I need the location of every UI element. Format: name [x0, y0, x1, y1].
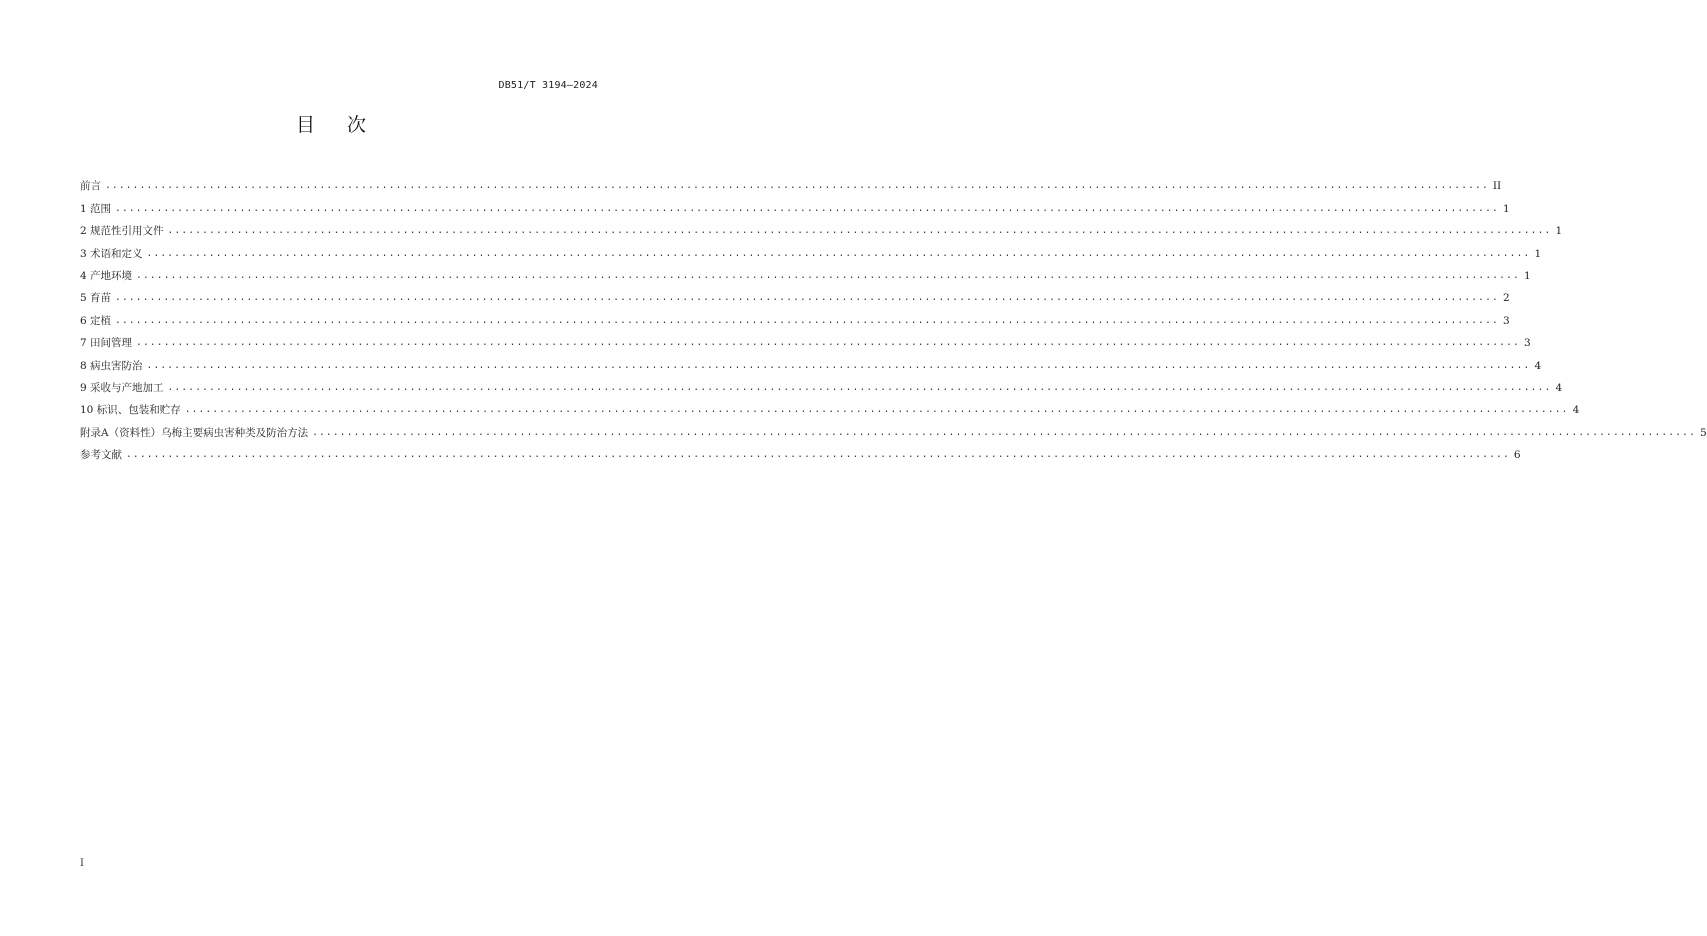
toc-entry-page: 5 [1700, 426, 1707, 439]
toc-entry-page: 2 [1502, 292, 1510, 305]
toc-list [80, 171, 1707, 462]
toc-entry-label: 附录A（资料性）乌梅主要病虫害种类及防治方法 [80, 426, 309, 439]
toc-entry-page: 4 [1534, 359, 1542, 372]
toc-entry-label: 7 田间管理 [80, 337, 133, 350]
toc-leader-dots: ........................................................................................................................................................................................................ [184, 404, 1569, 416]
toc-entry-page: 1 [1523, 269, 1531, 282]
toc-entry-bibliography[interactable] [80, 440, 1521, 462]
toc-entry-foreword[interactable] [80, 171, 1502, 193]
toc-leader-dots: ........................................................................................................................................................................................................ [312, 426, 1696, 438]
toc-entry-page: 3 [1502, 314, 1510, 327]
toc-leader-dots: ........................................................................................................................................................................................................ [115, 202, 1499, 214]
toc-entry-page: 4 [1572, 404, 1580, 417]
toc-entry-field-management[interactable] [80, 328, 1531, 350]
document-code: DB51/T 3194—2024 [498, 80, 598, 91]
toc-entry-page: 3 [1523, 337, 1531, 350]
toc-entry-page: II [1492, 180, 1502, 193]
toc-entry-normative-references[interactable] [80, 216, 1563, 238]
toc-entry-label: 参考文献 [80, 449, 122, 462]
toc-entry-seedling[interactable] [80, 283, 1510, 305]
toc-entry-label: 6 定植 [80, 314, 112, 327]
toc-entry-label: 前言 [80, 180, 101, 193]
toc-leader-dots: ........................................................................................................................................................................................................ [105, 180, 1489, 192]
toc-entry-label: 9 采收与产地加工 [80, 381, 164, 394]
toc-entry-harvest-processing[interactable] [80, 373, 1563, 395]
toc-entry-page: 1 [1555, 225, 1563, 238]
toc-entry-planting[interactable] [80, 305, 1510, 327]
toc-leader-dots: ........................................................................................................................................................................................................ [136, 269, 1520, 281]
toc-leader-dots: ........................................................................................................................................................................................................ [167, 225, 1552, 237]
toc-entry-production-environment[interactable] [80, 261, 1531, 283]
toc-leader-dots: ........................................................................................................................................................................................................ [136, 337, 1520, 349]
toc-leader-dots: ........................................................................................................................................................................................................ [115, 314, 1499, 326]
toc-entry-scope[interactable] [80, 193, 1510, 215]
toc-entry-pest-control[interactable] [80, 350, 1542, 372]
toc-entry-page: 1 [1534, 247, 1542, 260]
toc-entry-labeling-packaging-storage[interactable] [80, 395, 1580, 417]
toc-entry-terms-definitions[interactable] [80, 238, 1542, 260]
toc-leader-dots: ........................................................................................................................................................................................................ [146, 247, 1531, 259]
toc-title: 目次 [295, 114, 398, 136]
toc-entry-label: 10 标识、包装和贮存 [80, 404, 181, 417]
toc-entry-page: 4 [1555, 381, 1563, 394]
toc-leader-dots: ........................................................................................................................................................................................................ [115, 292, 1499, 304]
toc-entry-label: 2 规范性引用文件 [80, 225, 164, 238]
toc-leader-dots: ........................................................................................................................................................................................................ [126, 449, 1510, 461]
toc-leader-dots: ........................................................................................................................................................................................................ [146, 359, 1531, 371]
toc-entry-appendix-a[interactable] [80, 417, 1707, 439]
toc-entry-label: 1 范围 [80, 202, 112, 215]
toc-entry-label: 8 病虫害防治 [80, 359, 143, 372]
page-number: I [80, 858, 84, 869]
toc-entry-label: 4 产地环境 [80, 269, 133, 282]
toc-leader-dots: ........................................................................................................................................................................................................ [167, 381, 1552, 393]
toc-entry-page: 6 [1513, 449, 1521, 462]
toc-entry-page: 1 [1502, 202, 1510, 215]
toc-entry-label: 5 育苗 [80, 292, 112, 305]
toc-entry-label: 3 术语和定义 [80, 247, 143, 260]
